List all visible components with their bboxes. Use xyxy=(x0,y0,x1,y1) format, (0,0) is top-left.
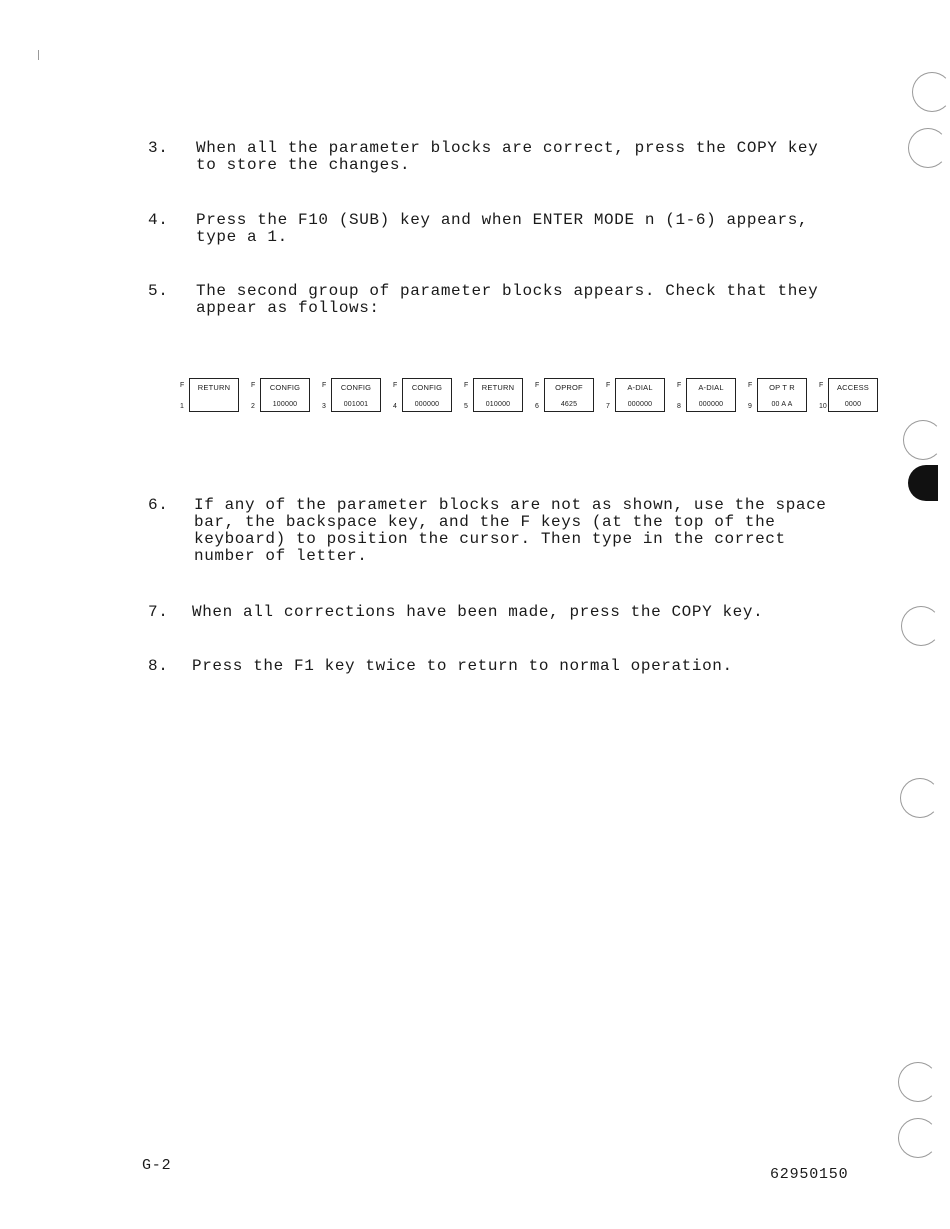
binder-hole-icon xyxy=(903,420,943,460)
block-name: A-DIAL xyxy=(698,383,724,392)
fkey-letter: F xyxy=(606,382,611,389)
step-text: When all the parameter blocks are correct, press the COPY key to store the changes. xyxy=(196,139,819,174)
step-text: When all corrections have been made, press the COPY key. xyxy=(192,603,764,621)
parameter-block xyxy=(189,378,239,412)
binder-hole-filled-icon xyxy=(908,465,938,501)
fkey-number: 4 xyxy=(393,403,397,410)
fkey-letter: F xyxy=(677,382,682,389)
parameter-block xyxy=(757,378,807,412)
fkey-block-10 xyxy=(819,378,889,416)
block-name: RETURN xyxy=(197,383,231,392)
step-text: Press the F1 key twice to return to normal operation. xyxy=(192,657,733,675)
fkey-number: 1 xyxy=(180,403,184,410)
block-name: A-DIAL xyxy=(627,383,653,392)
block-name: ACCESS xyxy=(836,383,870,392)
step-number: 8. xyxy=(148,657,169,675)
step-6 xyxy=(148,497,878,565)
step-number: 4. xyxy=(148,211,169,229)
margin-mark xyxy=(38,50,39,60)
step-text: Press the F10 (SUB) key and when ENTER MODE n (1-6) appears, type a 1. xyxy=(196,211,809,246)
step-5 xyxy=(148,283,878,317)
block-name: CONFIG xyxy=(411,383,443,392)
step-number: 6. xyxy=(148,496,169,514)
fkey-number: 7 xyxy=(606,403,610,410)
fkey-letter: F xyxy=(819,382,824,389)
parameter-block xyxy=(686,378,736,412)
fkey-number: 10 xyxy=(819,403,827,410)
fkey-block-5 xyxy=(464,378,534,416)
fkey-number: 5 xyxy=(464,403,468,410)
step-3 xyxy=(148,140,878,174)
step-number: 7. xyxy=(148,603,169,621)
fkey-letter: F xyxy=(464,382,469,389)
binder-hole-icon xyxy=(900,778,940,818)
binder-hole-icon xyxy=(908,128,948,168)
fkey-block-3 xyxy=(322,378,392,416)
step-4 xyxy=(148,212,878,246)
block-name: CONFIG xyxy=(340,383,372,392)
step-number: 5. xyxy=(148,282,169,300)
block-value: 000000 xyxy=(414,401,440,408)
fkey-letter: F xyxy=(393,382,398,389)
binder-hole-icon xyxy=(898,1118,938,1158)
fkey-letter: F xyxy=(748,382,753,389)
block-value: 000000 xyxy=(698,401,724,408)
step-7 xyxy=(148,604,878,621)
step-8 xyxy=(148,658,878,675)
fkey-block-9 xyxy=(748,378,818,416)
parameter-block xyxy=(402,378,452,412)
parameter-block xyxy=(544,378,594,412)
block-name: OP T R xyxy=(769,383,795,392)
step-text: The second group of parameter blocks appears. Check that they appear as follows: xyxy=(196,282,819,317)
block-name: CONFIG xyxy=(269,383,301,392)
parameter-block xyxy=(615,378,665,412)
fkey-number: 9 xyxy=(748,403,752,410)
fkey-number: 8 xyxy=(677,403,681,410)
page-label: G-2 xyxy=(142,1157,172,1174)
parameter-block xyxy=(828,378,878,412)
binder-hole-icon xyxy=(901,606,941,646)
block-name: OPROF xyxy=(555,383,583,392)
fkey-letter: F xyxy=(535,382,540,389)
block-value: 4625 xyxy=(560,401,578,408)
fkey-block-2 xyxy=(251,378,321,416)
fkey-number: 3 xyxy=(322,403,326,410)
fkey-block-4 xyxy=(393,378,463,416)
parameter-blocks-diagram xyxy=(180,378,880,418)
fkey-block-8 xyxy=(677,378,747,416)
fkey-block-7 xyxy=(606,378,676,416)
fkey-block-1 xyxy=(180,378,250,416)
fkey-letter: F xyxy=(251,382,256,389)
parameter-block xyxy=(260,378,310,412)
fkey-letter: F xyxy=(322,382,327,389)
block-value: 010000 xyxy=(485,401,511,408)
block-value: 001001 xyxy=(343,401,369,408)
step-text: If any of the parameter blocks are not as shown, use the space bar, the backspace key, and the F keys (at the top of the keyboard) to position the cursor. Then type in the correct number of letter. xyxy=(194,496,827,565)
binder-hole-icon xyxy=(898,1062,938,1102)
fkey-letter: F xyxy=(180,382,185,389)
block-value: 00 A A xyxy=(771,401,793,408)
block-name: RETURN xyxy=(481,383,515,392)
block-value: 0000 xyxy=(844,401,862,408)
block-value: 100000 xyxy=(272,401,298,408)
document-number: 62950150 xyxy=(770,1166,849,1183)
step-number: 3. xyxy=(148,139,169,157)
binder-hole-icon xyxy=(912,72,950,112)
block-value: 000000 xyxy=(627,401,653,408)
parameter-block xyxy=(331,378,381,412)
fkey-number: 2 xyxy=(251,403,255,410)
fkey-number: 6 xyxy=(535,403,539,410)
fkey-block-6 xyxy=(535,378,605,416)
parameter-block xyxy=(473,378,523,412)
